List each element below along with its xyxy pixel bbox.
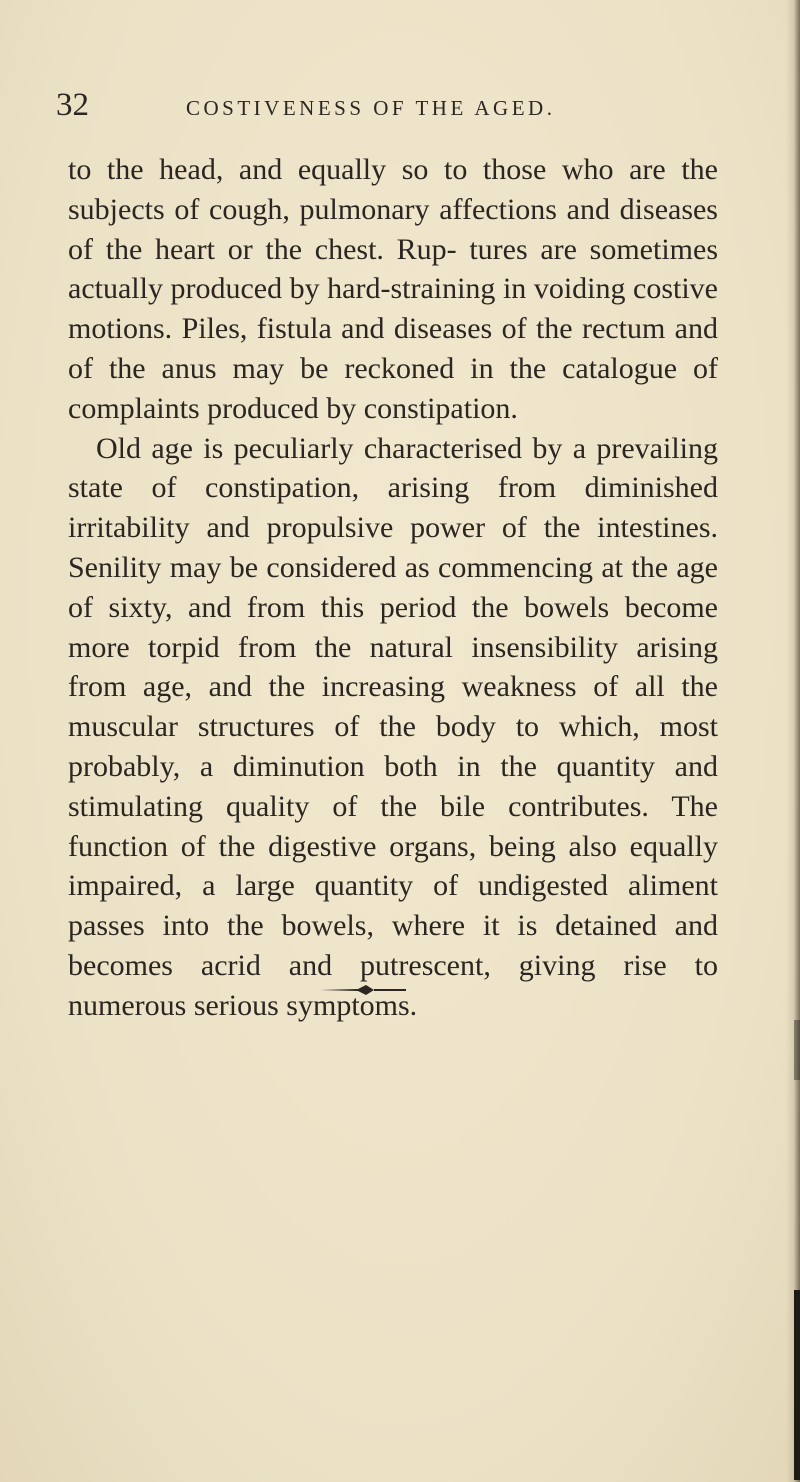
running-head: COSTIVENESS OF THE AGED. — [186, 96, 556, 120]
end-ornament-icon — [318, 983, 408, 997]
page-edge-shadow — [786, 0, 800, 1482]
body-text — [68, 150, 718, 1026]
page-header — [56, 85, 756, 125]
page-edge-mark — [794, 1290, 800, 1480]
page-number: 32 — [56, 87, 89, 123]
paragraph-2: Old age is peculiarly characterised by a prevailing state of constipation, arising from diminished irritability and propulsive power of the intestines. Senility may be considered as commencing at the age of sixty, and from this period the bowels become more torpid from the natural insensibility arising from age, and the increasing weakness of all the muscular structures of the body to which, most probably, a diminution both in the quantity and stimulating quality of the bile contributes. The function of the digestive organs, being also equally impaired, a large quantity of undigested aliment passes into the bowels, where it is detained and becomes acrid and putrescent, giving rise to numerous serious symptoms. — [68, 431, 718, 1022]
paragraph-1: to the head, and equally so to those who are the subjects of cough, pulmonary affections and diseases of the heart or the chest. Rup- tures are sometimes actually produced by hard-straining in voiding costive motions. Piles, fistula and diseases of the rectum and of the anus may be reckoned in the catalogue of complaints produced by constipation. — [68, 153, 718, 425]
page-edge-mark — [794, 1020, 800, 1080]
